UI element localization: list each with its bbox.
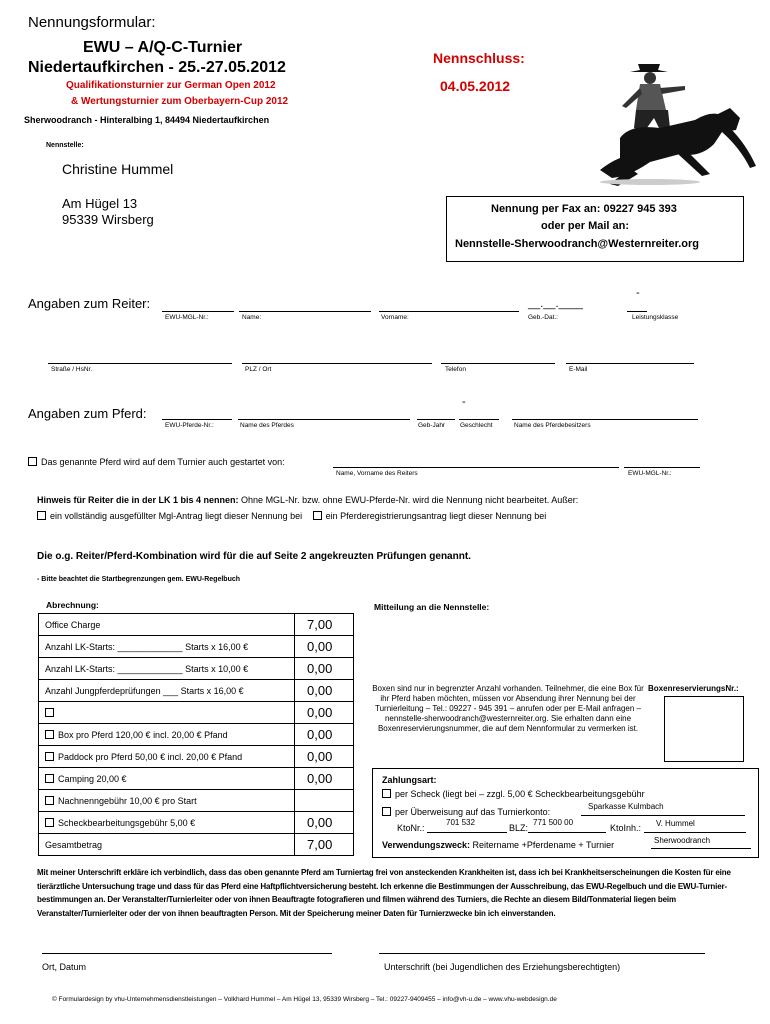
started-by-label: Das genannte Pferd wird auf dem Turnier auch gestartet von: — [41, 457, 285, 467]
office-label: Nennstelle: — [46, 142, 84, 149]
horse-section-title: Angaben zum Pferd: — [28, 406, 147, 421]
rider-dash: - — [636, 287, 640, 299]
billing-title: Abrechnung: — [46, 600, 99, 610]
billing-item-amount[interactable]: 7,00 — [295, 614, 354, 636]
billing-item — [39, 768, 295, 790]
event-dates: Niedertaufkirchen - 25.-27.05.2012 — [28, 59, 286, 76]
horse-ewu-field[interactable] — [162, 419, 232, 420]
rider-class-field[interactable] — [627, 311, 647, 312]
deadline-date: 04.05.2012 — [440, 78, 511, 94]
holder-field — [644, 832, 746, 833]
billing-item-checkbox[interactable] — [45, 818, 54, 827]
office-street: Am Hügel 13 — [62, 196, 138, 211]
billing-item — [39, 790, 295, 812]
started-rider-field[interactable] — [333, 467, 619, 468]
cheque-checkbox[interactable] — [382, 789, 391, 798]
event-title: EWU – A/Q-C-Turnier — [83, 39, 243, 56]
lk-notice — [37, 495, 578, 505]
footer: © Formulardesign by vhu-Unternehmensdienstleistungen – Volkhard Hummel – Am Hügel 13, 95339 Wirsberg – Tel.: 09227-9409455 – info@vh-u.de – www.vhu-webdesign.de — [52, 996, 557, 1003]
billing-row — [39, 768, 354, 790]
purpose-text: Reitername +Pferdename + Turnier — [472, 840, 615, 850]
billing-item-amount[interactable]: 0,00 — [295, 746, 354, 768]
purpose-row — [382, 840, 614, 850]
horse-owner-field[interactable] — [512, 419, 698, 420]
horse-sex-field[interactable] — [459, 419, 499, 420]
horse-registration-checkbox[interactable] — [313, 511, 322, 520]
western-rider-logo — [590, 58, 765, 188]
mail-line: oder per Mail an: — [541, 220, 630, 232]
box-note: Boxen sind nur in begrenzter Anzahl vorhanden. Teilnehmer, die eine Box für ihr Pferd haben möchten, müssen vor Absendung ihrer Nennung bei der Turnierleitung – Tel.: 09227 - 945 391 – anrufen oder per E-Mail anfragen – nennstelle-sherwoodranch@westernreiter.org. Sie erhalten dann eine Boxenreservierungsnummer, die auf dem Nennformular zu vermerken ist. — [372, 684, 644, 733]
box-reservation-field[interactable] — [664, 696, 744, 762]
purpose-value: Sherwoodranch — [654, 836, 711, 845]
horse-name-label: Name des Pferdes — [240, 422, 294, 429]
started-by-checkbox[interactable] — [28, 457, 37, 466]
holder-label: KtoInh.: — [610, 823, 642, 833]
qualifier-line-1: Qualifikationsturnier zur German Open 2012 — [66, 80, 276, 91]
kto-value: 701 532 — [446, 818, 475, 827]
horse-dash: - — [462, 396, 466, 408]
billing-item — [39, 702, 295, 724]
billing-row — [39, 680, 354, 702]
billing-item-label: Anzahl Jungpferdeprüfungen ___ Starts x 16,00 € — [45, 685, 244, 696]
rider-ewu-label: EWU-MGL-Nr.: — [165, 314, 209, 321]
billing-item-checkbox[interactable] — [45, 708, 54, 717]
membership-form-checkbox[interactable] — [37, 511, 46, 520]
rider-name-field[interactable] — [239, 311, 371, 312]
billing-item-amount[interactable]: 0,00 — [295, 812, 354, 834]
payment-title: Zahlungsart: — [382, 775, 437, 785]
billing-item-checkbox[interactable] — [45, 752, 54, 761]
billing-item — [39, 834, 295, 856]
rider-zip-field[interactable] — [242, 363, 432, 364]
kto-field — [427, 832, 507, 833]
billing-item-label: Camping 20,00 € — [58, 773, 127, 784]
venue: Sherwoodranch - Hinteralbing 1, 84494 Niedertaufkirchen — [24, 115, 270, 125]
horse-name-field[interactable] — [238, 419, 410, 420]
lk-options — [37, 511, 546, 521]
billing-item — [39, 658, 295, 680]
billing-item-amount[interactable]: 0,00 — [295, 768, 354, 790]
billing-row — [39, 812, 354, 834]
place-date-label: Ort, Datum — [42, 962, 87, 972]
rider-dob-field[interactable]: __.__.____ — [528, 298, 584, 310]
billing-item-checkbox[interactable] — [45, 774, 54, 783]
billing-row — [39, 658, 354, 680]
billing-item-label: Anzahl LK-Starts: _____________ Starts x 10,00 € — [45, 663, 249, 674]
billing-item-amount[interactable] — [295, 790, 354, 812]
horse-year-field[interactable] — [417, 419, 455, 420]
fax-line: Nennung per Fax an: 09227 945 393 — [491, 203, 677, 215]
started-rider-ewu-label: EWU-MGL-Nr.: — [628, 470, 672, 477]
rider-name-label: Name: — [242, 314, 262, 321]
cheque-label: per Scheck (liegt bei – zzgl. 5,00 € Scheckbearbeitungsgebühr — [395, 789, 645, 799]
billing-item-label: Gesamtbetrag — [45, 839, 103, 850]
horse-year-label: Geb-Jahr — [418, 422, 446, 429]
started-rider-label: Name, Vorname des Reiters — [336, 470, 418, 477]
rider-firstname-label: Vorname: — [381, 314, 409, 321]
box-reservation-label: BoxenreservierungsNr.: — [648, 684, 739, 693]
billing-row — [39, 746, 354, 768]
billing-item — [39, 724, 295, 746]
billing-item-label: Office Charge — [45, 619, 101, 630]
place-date-field[interactable] — [42, 953, 332, 954]
blz-value: 771 500 00 — [533, 818, 574, 827]
started-rider-ewu-field[interactable] — [624, 467, 700, 468]
bank-name: Sparkasse Kulmbach — [588, 802, 664, 811]
rider-phone-label: Telefon — [445, 366, 466, 373]
billing-item — [39, 614, 295, 636]
cheque-row — [382, 789, 645, 799]
billing-item-label: Paddock pro Pferd 50,00 € incl. 20,00 € Pfand — [58, 751, 243, 762]
billing-item-label: Scheckbearbeitungsgebühr 5,00 € — [58, 817, 196, 828]
billing-item — [39, 812, 295, 834]
billing-item-amount[interactable]: 7,00 — [295, 834, 354, 856]
rider-email-field[interactable] — [566, 363, 694, 364]
billing-item — [39, 746, 295, 768]
rider-class-label: Leistungsklasse — [632, 314, 679, 321]
rider-firstname-field[interactable] — [379, 311, 519, 312]
rider-street-label: Straße / HsNr. — [51, 366, 93, 373]
purpose-label: Verwendungszweck: — [382, 840, 471, 850]
transfer-row — [382, 807, 550, 817]
blz-label: BLZ: — [509, 823, 529, 833]
start-limits-note: - Bitte beachtet die Startbegrenzungen gem. EWU-Regelbuch — [37, 576, 241, 583]
horse-sex-label: Geschlecht — [460, 422, 493, 429]
billing-item-label: Anzahl LK-Starts: _____________ Starts x 16,00 € — [45, 641, 249, 652]
kto-label: KtoNr.: — [397, 823, 425, 833]
purpose-field — [651, 848, 751, 849]
billing-row — [39, 790, 354, 812]
office-city: 95339 Wirsberg — [62, 212, 154, 227]
horse-ewu-label: EWU-Pferde-Nr.: — [165, 422, 214, 429]
office-name: Christine Hummel — [62, 161, 174, 177]
billing-row — [39, 724, 354, 746]
office-email: Nennstelle-Sherwoodranch@Westernreiter.org — [455, 238, 700, 250]
transfer-checkbox[interactable] — [382, 807, 391, 816]
rider-zip-label: PLZ / Ort — [245, 366, 272, 373]
billing-item-label: Nachnenngebühr 10,00 € pro Start — [58, 795, 197, 806]
combination-note: Die o.g. Reiter/Pferd-Kombination wird für die auf Seite 2 angekreuzten Prüfungen genannt. — [37, 551, 471, 562]
billing-row — [39, 702, 354, 724]
billing-row — [39, 614, 354, 636]
billing-item-amount[interactable]: 0,00 — [295, 658, 354, 680]
holder-value: V. Hummel — [656, 819, 695, 828]
billing-item-label: Box pro Pferd 120,00 € incl. 20,00 € Pfand — [58, 729, 228, 740]
billing-row — [39, 834, 354, 856]
started-by-row — [28, 457, 285, 467]
billing-row — [39, 636, 354, 658]
billing-table — [38, 613, 354, 856]
horse-owner-label: Name des Pferdebesitzers — [514, 422, 591, 429]
rider-phone-field[interactable] — [441, 363, 555, 364]
billing-item-amount[interactable]: 0,00 — [295, 702, 354, 724]
horse-registration-label: ein Pferderegistrierungsantrag liegt dieser Nennung bei — [325, 511, 547, 521]
rider-dob-label: Geb.-Dat.: — [528, 314, 558, 321]
lk-notice-bold: Hinweis für Reiter die in der LK 1 bis 4 nennen: — [37, 495, 239, 505]
signature-field[interactable] — [379, 953, 705, 954]
lk-notice-text: Ohne MGL-Nr. bzw. ohne EWU-Pferde-Nr. wird die Nennung nicht bearbeitet. Außer: — [238, 495, 579, 505]
rider-section-title: Angaben zum Reiter: — [28, 296, 151, 311]
signature-label: Unterschrift (bei Jugendlichen des Erziehungsberechtigten) — [384, 962, 621, 972]
deadline-label: Nennschluss: — [433, 50, 525, 66]
contact-box — [446, 196, 744, 262]
message-title: Mitteilung an die Nennstelle: — [374, 602, 490, 612]
declaration: Mit meiner Unterschrift erkläre ich verbindlich, dass das oben genannte Pferd am Turniertag frei von ansteckenden Krankheiten ist, dass ich bei Krankheitserscheinungen die Kosten für eine tierärztliche Untersuchung trage und dass für das Pferd eine Haftpflichtversicherung besteht. Ich erkenne die Bestimmungen der Ausschreibung, das EWU-Regelbuch und die EWU-Turnier-bestimmungen an. Der Veranstalter/Turnierleiter oder von ihnen Beauftragte fotografieren und filmen während des Turniers, die Rechte an diesem Bild/Tonmaterial liegen beim Veranstalter/Turnierleiter oder der von ihnen beauftragten Person. Mit der Speicherung meiner Daten für Turnierzwecke bin ich einverstanden. — [37, 868, 731, 918]
billing-item — [39, 636, 295, 658]
billing-item-checkbox[interactable] — [45, 730, 54, 739]
billing-item-amount[interactable]: 0,00 — [295, 636, 354, 658]
rider-email-label: E-Mail — [569, 366, 588, 373]
form-title: Nennungsformular: — [28, 14, 156, 31]
membership-form-label: ein vollständig ausgefüllter Mgl-Antrag liegt dieser Nennung bei — [50, 511, 303, 521]
rider-street-field[interactable] — [48, 363, 232, 364]
transfer-label: per Überweisung auf das Turnierkonto: — [395, 807, 551, 817]
billing-item-amount[interactable]: 0,00 — [295, 680, 354, 702]
billing-item-checkbox[interactable] — [45, 796, 54, 805]
rider-ewu-field[interactable] — [162, 311, 234, 312]
bank-field — [581, 815, 745, 816]
qualifier-line-2: & Wertungsturnier zum Oberbayern-Cup 2012 — [71, 96, 289, 107]
billing-item-amount[interactable]: 0,00 — [295, 724, 354, 746]
blz-field — [528, 832, 606, 833]
billing-item — [39, 680, 295, 702]
